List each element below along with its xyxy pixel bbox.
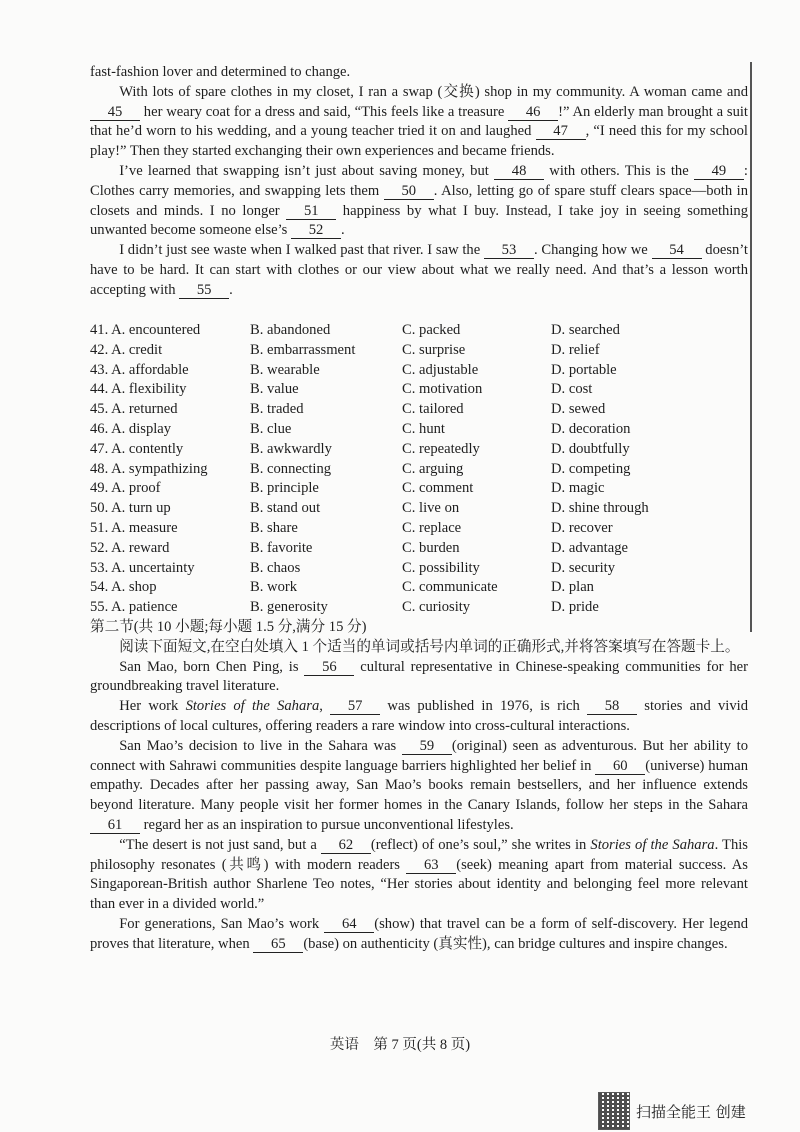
option-b: B. favorite: [250, 539, 313, 556]
option-b: B. share: [250, 519, 298, 536]
text-run: her weary coat for a dress and said, “This feels like a treasure: [140, 103, 509, 120]
watermark-label: 扫描全能王 创建: [636, 1102, 746, 1121]
option-c: C. burden: [402, 539, 460, 556]
option-d: D. pride: [551, 599, 599, 616]
text-run: With lots of spare clothes in my closet, I ran a swap (交换) shop in my community. A woman came and: [119, 83, 748, 100]
option-c: C. replace: [402, 519, 462, 536]
question-option-a: 54. A. shop: [90, 579, 157, 596]
text-run: ,: [319, 698, 331, 715]
question-option-a: 52. A. reward: [90, 539, 170, 556]
option-c: C. curiosity: [402, 599, 471, 616]
text-run: !” An elderly man brought a suit that he’d worn to his wedding, and a young teacher tried it on and laughed: [90, 103, 748, 140]
section-title: 第二节(共 10 小题;每小题 1.5 分,满分 15 分): [90, 619, 367, 635]
scanner-watermark: [598, 1092, 746, 1130]
question-option-a: 47. A. contently: [90, 440, 184, 457]
option-b: B. chaos: [250, 559, 301, 576]
question-option-a: 46. A. display: [90, 420, 172, 437]
option-d: D. security: [551, 559, 616, 576]
text-run: I’ve learned that swapping isn’t just about saving money, but: [119, 162, 495, 179]
options-table: [90, 321, 748, 618]
text-run: . Changing how we: [533, 242, 652, 259]
blank-50: 50: [384, 184, 434, 200]
text-run: San Mao’s decision to live in the Sahara was: [119, 737, 402, 754]
text-run: doesn’t have to be hard. It can start with clothes or our view about what we really need. And that’s a lesson worth accepting with: [90, 242, 748, 298]
blank-45: 45: [90, 105, 140, 121]
text-run: .: [229, 281, 233, 298]
option-b: B. wearable: [250, 361, 320, 378]
option-c: C. hunt: [402, 420, 445, 437]
option-d: D. plan: [551, 579, 594, 596]
blank-53: 53: [484, 243, 534, 259]
blank-59: 59: [402, 739, 452, 755]
option-d: D. shine through: [551, 500, 649, 517]
blank-63: 63: [406, 858, 456, 874]
question-option-a: 50. A. turn up: [90, 500, 171, 517]
blank-64: 64: [324, 917, 374, 933]
text-run: (universe) human empathy. Decades after her passing away, San Mao’s books remain bestsellers, and her influence extends beyond literature. Many people visit her former homes in the Canary Islands, follow her steps in the Sahara: [90, 757, 748, 814]
blank-56: 56: [304, 660, 354, 676]
option-c: C. comment: [402, 480, 474, 497]
cloze-passage: [90, 63, 748, 301]
italic-title: Stories of the Sahara: [590, 836, 715, 853]
option-d: D. relief: [551, 341, 600, 358]
question-option-a: 45. A. returned: [90, 401, 178, 418]
paragraph: [90, 836, 748, 915]
option-d: D. advantage: [551, 539, 628, 556]
question-option-a: 51. A. measure: [90, 519, 178, 536]
text-run: . Also, letting go of spare stuff clears space—both in closets and minds. I no longer: [90, 182, 748, 219]
qr-code-icon: [598, 1092, 630, 1130]
text-run: I didn’t just see waste when I walked past that river. I saw the: [119, 242, 484, 259]
text-run: (seek) meaning apart from material success. As Singaporean-British author Sharlene Teo notes, “Her stories about identity and belonging feel more relevant than ever in a divided world.”: [90, 856, 748, 913]
text-run: was published in 1976, is rich: [380, 698, 588, 715]
paragraph: [90, 737, 748, 836]
option-b: B. traded: [250, 401, 304, 418]
text-run: .: [341, 222, 345, 239]
option-b: B. generosity: [250, 599, 328, 616]
paragraph: [90, 162, 748, 241]
text-run: (original) seen as adventurous. But her ability to connect with Sahrawi communities despite language barriers highlighted her belief in: [90, 737, 748, 774]
option-c: C. live on: [402, 500, 460, 517]
option-d: D. searched: [551, 322, 620, 338]
question-option-a: 55. A. patience: [90, 599, 178, 616]
option-c: C. tailored: [402, 401, 464, 418]
option-d: D. portable: [551, 361, 617, 378]
grammar-fill-passage: [90, 658, 748, 955]
option-d: D. sewed: [551, 401, 606, 418]
blank-51: 51: [286, 204, 336, 220]
blank-49: 49: [694, 164, 744, 180]
text-run: with others. This is the: [544, 162, 694, 179]
blank-54: 54: [652, 243, 702, 259]
paragraph: [90, 697, 748, 737]
section-2: [90, 618, 748, 955]
blank-57: 57: [330, 699, 380, 715]
text-run: happiness by what I buy. Instead, I take joy in seeing something unwanted become someone else’s: [90, 202, 748, 239]
option-c: C. packed: [402, 322, 461, 338]
text-run: (base) on authenticity (真实性), can bridge cultures and inspire changes.: [303, 935, 728, 952]
paragraph: [90, 658, 748, 698]
paragraph: [90, 63, 748, 83]
text-run: San Mao, born Chen Ping, is: [119, 658, 305, 675]
blank-60: 60: [595, 759, 645, 775]
italic-title: Stories of the Sahara: [185, 698, 320, 715]
blank-48: 48: [494, 164, 544, 180]
option-c: C. surprise: [402, 341, 466, 358]
option-d: D. cost: [551, 381, 593, 398]
page-footer: 英语 第 7 页(共 8 页): [329, 1037, 471, 1053]
option-b: B. value: [250, 381, 299, 398]
option-b: B. principle: [250, 480, 319, 497]
option-d: D. doubtfully: [551, 440, 630, 457]
option-d: D. recover: [551, 519, 613, 536]
margin-rule: [750, 62, 752, 632]
blank-47: 47: [536, 124, 586, 140]
option-c: C. repeatedly: [402, 440, 480, 457]
text-run: regard her as an inspiration to pursue unconventional lifestyles.: [140, 816, 514, 833]
question-option-a: 41. A. encountered: [90, 322, 201, 338]
blank-61: 61: [90, 818, 140, 834]
text-run: . This philosophy resonates (共鸣) with modern readers: [90, 836, 748, 873]
text-run: For generations, San Mao’s work: [119, 915, 325, 932]
question-option-a: 43. A. affordable: [90, 361, 189, 378]
option-b: B. stand out: [250, 500, 321, 517]
blank-58: 58: [587, 699, 637, 715]
option-d: D. decoration: [551, 420, 631, 437]
option-b: B. abandoned: [250, 322, 331, 338]
text-run: : Clothes carry memories, and swapping lets them: [90, 162, 748, 199]
blank-52: 52: [291, 223, 341, 239]
paragraph: [90, 83, 748, 162]
text-run: stories and vivid descriptions of local cultures, offering readers a rare window into cross-cultural interactions.: [90, 698, 748, 734]
blank-46: 46: [508, 105, 558, 121]
blank-55: 55: [179, 283, 229, 299]
text-run: (reflect) of one’s soul,” she writes in: [370, 836, 591, 853]
option-b: B. embarrassment: [250, 341, 356, 358]
paragraph: [90, 241, 748, 300]
paragraph: [90, 915, 748, 955]
question-option-a: 42. A. credit: [90, 341, 163, 358]
section-instructions: 阅读下面短文,在空白处填入 1 个适当的单词或括号内单词的正确形式,并将答案填写在答题卡上。: [119, 638, 740, 655]
option-b: B. work: [250, 579, 298, 596]
text-run: cultural representative in Chinese-speaking communities for her groundbreaking travel literature.: [90, 658, 748, 695]
question-option-a: 53. A. uncertainty: [90, 559, 195, 576]
text-run: , “I need this for my school play!” Then they started exchanging their own experiences and became friends.: [90, 123, 748, 160]
option-c: C. communicate: [402, 579, 498, 596]
option-d: D. magic: [551, 480, 605, 497]
option-b: B. awkwardly: [250, 440, 332, 457]
option-c: C. adjustable: [402, 361, 479, 378]
option-c: C. motivation: [402, 381, 483, 398]
option-c: C. possibility: [402, 559, 480, 576]
blank-65: 65: [253, 937, 303, 953]
text-run: (show) that travel can be a form of self-discovery. Her legend proves that literature, when: [90, 915, 748, 952]
question-option-a: 48. A. sympathizing: [90, 460, 208, 477]
option-b: B. clue: [250, 420, 292, 437]
text-run: fast-fashion lover and determined to change.: [90, 64, 351, 80]
option-c: C. arguing: [402, 460, 464, 477]
option-d: D. competing: [551, 460, 631, 477]
text-run: “The desert is not just sand, but a: [119, 836, 321, 853]
question-option-a: 44. A. flexibility: [90, 381, 187, 398]
blank-62: 62: [321, 838, 371, 854]
option-b: B. connecting: [250, 460, 332, 477]
text-run: Her work: [119, 698, 186, 715]
question-option-a: 49. A. proof: [90, 480, 161, 497]
